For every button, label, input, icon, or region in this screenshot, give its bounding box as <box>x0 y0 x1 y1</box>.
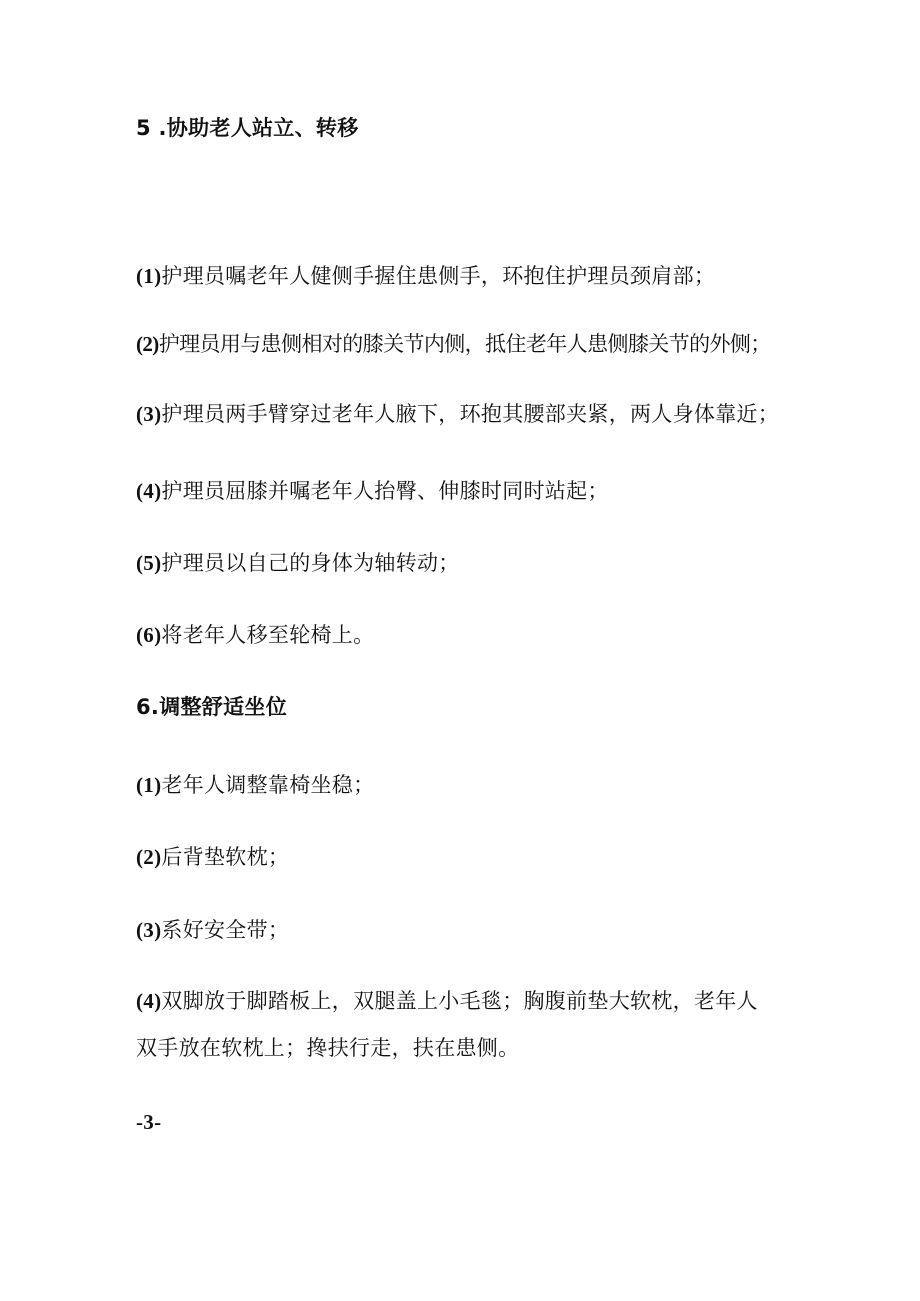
section-5-heading: 5 .协助老人站立、转移 <box>136 116 359 140</box>
item-text: 双脚放于脚踏板上，双腿盖上小毛毯；胸腹前垫大软枕，老年人 <box>161 989 758 1013</box>
page-number: -3- <box>136 1110 162 1134</box>
item-number: (1) <box>136 264 162 288</box>
item-text: 护理员用与患侧相对的膝关节内侧，抵住老年人患侧膝关节的外侧； <box>158 332 771 356</box>
section-6-heading: 6.调整舒适坐位 <box>136 695 287 719</box>
section-6-item-4 <box>136 987 758 1015</box>
item-number: (3) <box>136 402 162 426</box>
item-number: (3) <box>136 918 162 942</box>
section-6-item-1 <box>136 771 374 799</box>
item-number: (2) <box>136 845 162 869</box>
item-text: 老年人调整靠椅坐稳； <box>161 773 375 797</box>
item-text: 护理员嘱老年人健侧手握住患侧手，环抱住护理员颈肩部； <box>161 264 716 288</box>
section-6-item-4-continuation: 双手放在软枕上；搀扶行走，扶在患侧。 <box>136 1036 520 1060</box>
item-text: 将老年人移至轮椅上。 <box>161 623 375 647</box>
section-5-item-2 <box>136 330 771 358</box>
item-number: (4) <box>136 479 162 503</box>
section-5-item-1 <box>136 262 715 290</box>
item-text: 系好安全带； <box>161 918 290 942</box>
item-number: (4) <box>136 989 162 1013</box>
item-text: 护理员两手臂穿过老年人腋下，环抱其腰部夹紧，两人身体靠近； <box>161 402 780 426</box>
item-text: 护理员以自己的身体为轴转动； <box>161 551 460 575</box>
item-number: (6) <box>136 623 162 647</box>
item-text: 后背垫软枕； <box>161 845 290 869</box>
item-text: 护理员屈膝并嘱老年人抬臀、伸膝时同时站起； <box>161 479 609 503</box>
item-number: (5) <box>136 551 162 575</box>
section-5-item-5 <box>136 549 460 577</box>
item-number: (2) <box>136 332 159 356</box>
item-number: (1) <box>136 773 162 797</box>
section-6-item-2 <box>136 843 289 871</box>
section-5-item-4 <box>136 477 609 505</box>
section-6-item-3 <box>136 916 289 944</box>
section-5-item-6 <box>136 621 374 649</box>
section-5-item-3 <box>136 400 779 428</box>
